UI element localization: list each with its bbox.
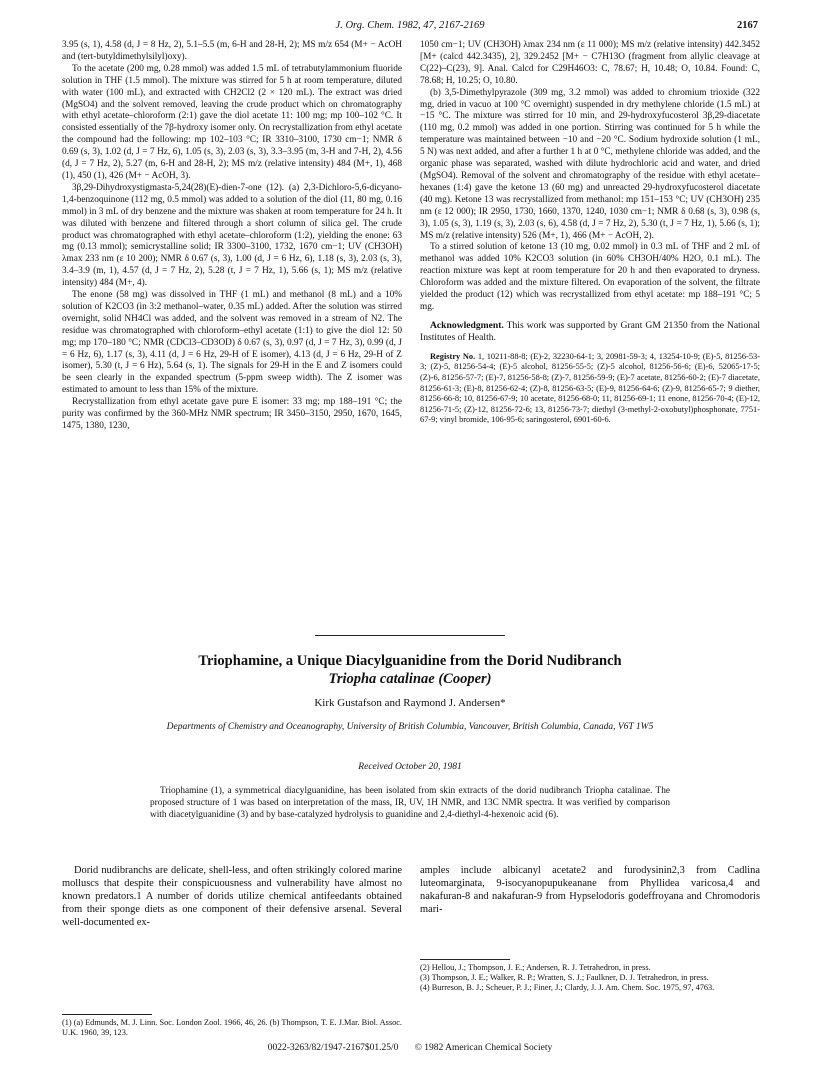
received-date: Received October 20, 1981 xyxy=(358,762,462,772)
journal-reference: J. Org. Chem. 1982, 47, 2167-2169 xyxy=(335,20,485,31)
footnote: (4) Burreson, B. J.; Scheuer, P. J.; Finer, J.; Clardy, J. J. Am. Chem. Soc. 1975, 97, 4763. xyxy=(420,983,715,992)
registry-label: Registry No. xyxy=(430,351,476,361)
copyright: © 1982 American Chemical Society xyxy=(414,1043,553,1053)
page-number: 2167 xyxy=(737,20,758,31)
title-line-2: Triopha catalinae (Cooper) xyxy=(328,671,492,687)
paragraph: 3.95 (s, 1), 4.58 (d, J = 8 Hz, 2), 5.1–5.5 (m, 6-H and 28-H, 2); MS m/z 654 (M+ − AcOH and (tert-butyldimethylsilyl)oxy). xyxy=(62,40,402,62)
paragraph: amples include albicanyl acetate2 and furodysinin2,3 from Cadlina luteomarginata, 9-isocyanopupukeanane from Phyllidea varicosa,4 and nakafuran-8 and nakafuran-9 from Hypselodoris godeffroyana and Chromodoris mari- xyxy=(420,865,760,915)
article-title xyxy=(62,652,758,688)
right-column xyxy=(420,40,760,426)
running-header xyxy=(62,20,758,34)
registry-numbers xyxy=(420,352,760,426)
section-divider xyxy=(315,635,505,636)
acknowledgment xyxy=(420,320,760,344)
paragraph: Dorid nudibranchs are delicate, shell-less, and often strikingly colored marine molluscs that despite their conspicuousness and vulnerability have almost no known predators.1 A number of dorids utilize chemical antifeedants obtained from their sponge diets as one component of their defensive arsenal. Several well-documented ex- xyxy=(62,865,402,928)
authors: Kirk Gustafson and Raymond J. Andersen* xyxy=(314,697,506,709)
footnotes-left xyxy=(62,1006,402,1038)
paragraph: (b) 3,5-Dimethylpyrazole (309 mg, 3.2 mmol) was added to chromium trioxide (322 mg, dried in vacuo at 100 °C overnight) suspended in dry methylene chloride (1.5 mL) at −15 °C. The mixture was stirred for 10 min, and 29-hydroxyfucosterol 3β,29-diacetate (110 mg, 0.2 mmol) was added in one portion. Stirring was continued for 5 h while the temperature was maintained between −10 and −20 °C. Sodium hydroxide solution (1 mL, 5 N) was next added, and after a further 1 h at 0 °C, methylene chloride was added, and the organic phase was separated, washed with dilute hydrochloric acid and water, and dried (MgSO4). Removal of the solvent and chromatography of the residue with ethyl acetate–hexanes (1:4) gave the ketone 13 (60 mg) and unreacted 29-hydroxyfucosterol diacetate (40 mg). Ketone 13 was recrystallized from methanol: mp 151–153 °C; UV (CH3OH) 235 nm (ε 12 000); IR 2950, 1730, 1660, 1370, 1240, 1030 cm−1; NMR δ 0.68 (s, 3), 0.98 (s, 3), 1.05 (s, 3), 1.19 (s, 3), 2.03 (s, 6), 4.58 (d, J = 7 Hz, 2), 5.30 (t, J = 7 Hz, 1), 5.66 (s, 1); MS m/z (relative intensity) 526 (M+, 1), 466 (M+ − AcOH, 2). xyxy=(420,87,760,241)
acknowledgment-label: Acknowledgment. xyxy=(430,319,504,331)
paragraph: 3β,29-Dihydroxystigmasta-5,24(28)(E)-dien-7-one (12). (a) 2,3-Dichloro-5,6-dicyano-1,4-benzoquinone (112 mg, 0.5 mmol) was added to a solution of the diol (11, 80 mg, 0.16 mmol) in 3 mL of dry benzene and the mixture was shaken at room temperature for 24 h. It was diluted with benzene and filtered through a short column of silica gel. The crude product was chromatographed with ethyl acetate–chloroform (1:2), yielding the enone: 63 mg (0.13 mmol); semicrystalline solid; IR 3300–3100, 1732, 1670 cm−1; UV (CH3OH) λmax 233 nm (ε 10 200); NMR δ 0.67 (s, 3), 1.00 (d, J = 6 Hz, 6), 1.18 (s, 3), 2.03 (s, 3), 3.4–3.9 (m, 1), 4.57 (d, J = 7 Hz, 2), 5.28 (t, J = 7 Hz, 1), 5.66 (s, 1); MS m/z (relative intensity) 484 (M+, 4). xyxy=(62,182,402,289)
footnote: (2) Hellou, J.; Thompson, J. E.; Andersen, R. J. Tetrahedron, in press. xyxy=(420,963,651,972)
footnotes-right xyxy=(420,951,760,993)
left-column xyxy=(62,40,402,433)
article-body-left xyxy=(62,864,402,929)
paragraph: The enone (58 mg) was dissolved in THF (1 mL) and methanol (8 mL) and a 10% solution of K2CO3 (in 3:2 methanol–water, 0.35 mL) added. After the solution was stirred overnight, solid NH4Cl was added, and the solvent was removed in a stream of N2. The residue was chromatographed with chloroform–ethyl acetate (1:1) to give the diol 12: 50 mg; mp 170–180 °C; NMR (CDCl3–CD3OD) δ 0.67 (s, 3), 0.97 (d, J = 7 Hz, 3), 0.99 (d, J = 6 Hz, 6), 1.17 (s, 3), 4.11 (d, J = 6 Hz, 29-H of E isomer), 4.13 (d, J = 6 Hz, 29-H of Z isomer), 5.30 (t, J = 6 Hz), 5.64 (s, 1). The signals for 29-H in the E and Z isomers could be seen clearly in the expanded spectrum (5-ppm sweep width). The Z isomer was estimated to amount to less than 15% of the mixture. xyxy=(62,290,402,396)
title-line-1: Triophamine, a Unique Diacylguanidine from the Dorid Nudibranch xyxy=(198,653,622,669)
paragraph: Recrystallization from ethyl acetate gave pure E isomer: 33 mg; mp 188–191 °C; the purity was confirmed by the 360-MHz NMR spectrum; IR 3450–3150, 2950, 1670, 1645, 1475, 1380, 1230, xyxy=(62,397,402,431)
paragraph: To a stirred solution of ketone 13 (10 mg, 0.02 mmol) in 0.3 mL of THF and 2 mL of methanol was added 10% K2CO3 solution (in 60% CH3OH/40% H2O, 0.1 mL). The reaction mixture was kept at room temperature for 20 h and then evaporated to dryness. Chloroform was added and the mixture filtered. On evaporation of the solvent, the filtrate yielded the product (12) which was recrystallized from ethyl acetate: mp 188–191 °C; 5 mg. xyxy=(420,242,760,312)
footnote: (3) Thompson, J. E.; Walker, R. P.; Wratten, S. J.; Faulkner, D. J. Tetrahedron, in press. xyxy=(420,973,709,982)
acknowledgment-text: This work was supported by Grant GM 21350 from the National Institutes of Health. xyxy=(420,319,760,343)
page-footer xyxy=(62,1043,758,1053)
abstract: Triophamine (1), a symmetrical diacylguanidine, has been isolated from skin extracts of the dorid nudibranch Triopha catalinae. The proposed structure of 1 was based on interpretation of the mass, IR, UV, 1H NMR, and 13C NMR spectra. It was verified by comparison with diacetylguanidine (3) and by base-catalyzed hydrolysis to guanidine and 2,4-diethyl-4-hexenoic acid (6). xyxy=(150,786,670,820)
registry-text: 1, 10211-88-8; (E)-2, 32230-64-1; 3, 20981-59-3; 4, 13254-10-9; (E)-5, 81256-53-3; (Z)-5, 81256-54-4; (E)-5 alcohol, 81256-55-5; (Z)-5 alcohol, 81256-56-6; (E)-6, 52065-17-5; (Z)-6, 81256-57-7; (E)-7, 81256-58-8; (Z)-7, 81256-59-9; (E)-7 acetate, 81256-60-2; (E)-7 diacetate, 81256-61-3; (E)-8, 81256-62-4; (Z)-8, 81256-63-5; (E)-9, 81256-64-6; (Z)-9, 81256-65-7; 9 diether, 81256-66-8; 10, 81256-67-9; 10 acetate, 81256-68-0; 11, 81256-69-1; 11 enone, 81256-70-4; (E)-12, 81256-71-5; (Z)-12, 81256-72-6; 13, 81256-73-7; diethyl (3-methyl-2-oxobutyl)phosphonate, 7751-67-9; vinyl bromide, 106-95-6; saringosterol, 6901-60-6. xyxy=(420,351,760,425)
footnote: (1) (a) Edmunds, M. J. Linn. Soc. London Zool. 1966, 46, 26. (b) Thompson, T. E. J.Mar. Biol. Assoc. U.K. 1960, 39, 123. xyxy=(62,1018,402,1037)
footnote-rule xyxy=(420,959,510,960)
affiliation: Departments of Chemistry and Oceanography, University of British Columbia, Vancouver, British Columbia, Canada, V6T 1W5 xyxy=(166,722,654,732)
paragraph: To the acetate (200 mg, 0.28 mmol) was added 1.5 mL of tetrabutylammonium fluoride solution in THF (1.5 mmol). The mixture was stirred for 5 h at room temperature, diluted with water (100 mL), and extracted with CH2Cl2 (2 × 120 mL). The extract was dried (MgSO4) and the solvent removed, leaving the crude product which on chromatography with ethyl acetate–chloroform (2:1) gave the diol acetate 11: 100 mg; mp 100–102 °C. It consisted essentially of the 7β-hydroxy isomer only. On recrystallization from ethyl acetate the compound had the following: mp 102–103 °C; IR 3310–3100, 1730 cm−1; NMR δ 0.69 (s, 3), 1.02 (d, J = 7 Hz, 6), 1.05 (s, 3), 2.03 (s, 3), 3.3–3.95 (m, 3-H and 7-H, 2), 4.56 (d, J = 7 Hz, 2), 5.27 (m, 6-H and 28-H, 2); MS m/z (relative intensity) 484 (M+, 1), 468 (1), 450 (1), 426 (M+ − AcOH, 3). xyxy=(62,63,402,181)
issn-code: 0022-3263/82/1947-2167$01.25/0 xyxy=(267,1043,399,1053)
footnote-rule xyxy=(62,1014,152,1015)
article-body-right xyxy=(420,864,760,916)
paragraph: 1050 cm−1; UV (CH3OH) λmax 234 nm (ε 11 000); MS m/z (relative intensity) 442.3452 [M+ (calcd 442.3435), 2], 329.2452 [M+ − C7H13O (fragment from allylic cleavage at C(22)–C(23), 9]. Anal. Calcd for C29H46O3: C, 78.67; H, 10.48; O, 10.84. Found: C, 78.68; H, 10.25; O, 10.80. xyxy=(420,40,760,86)
